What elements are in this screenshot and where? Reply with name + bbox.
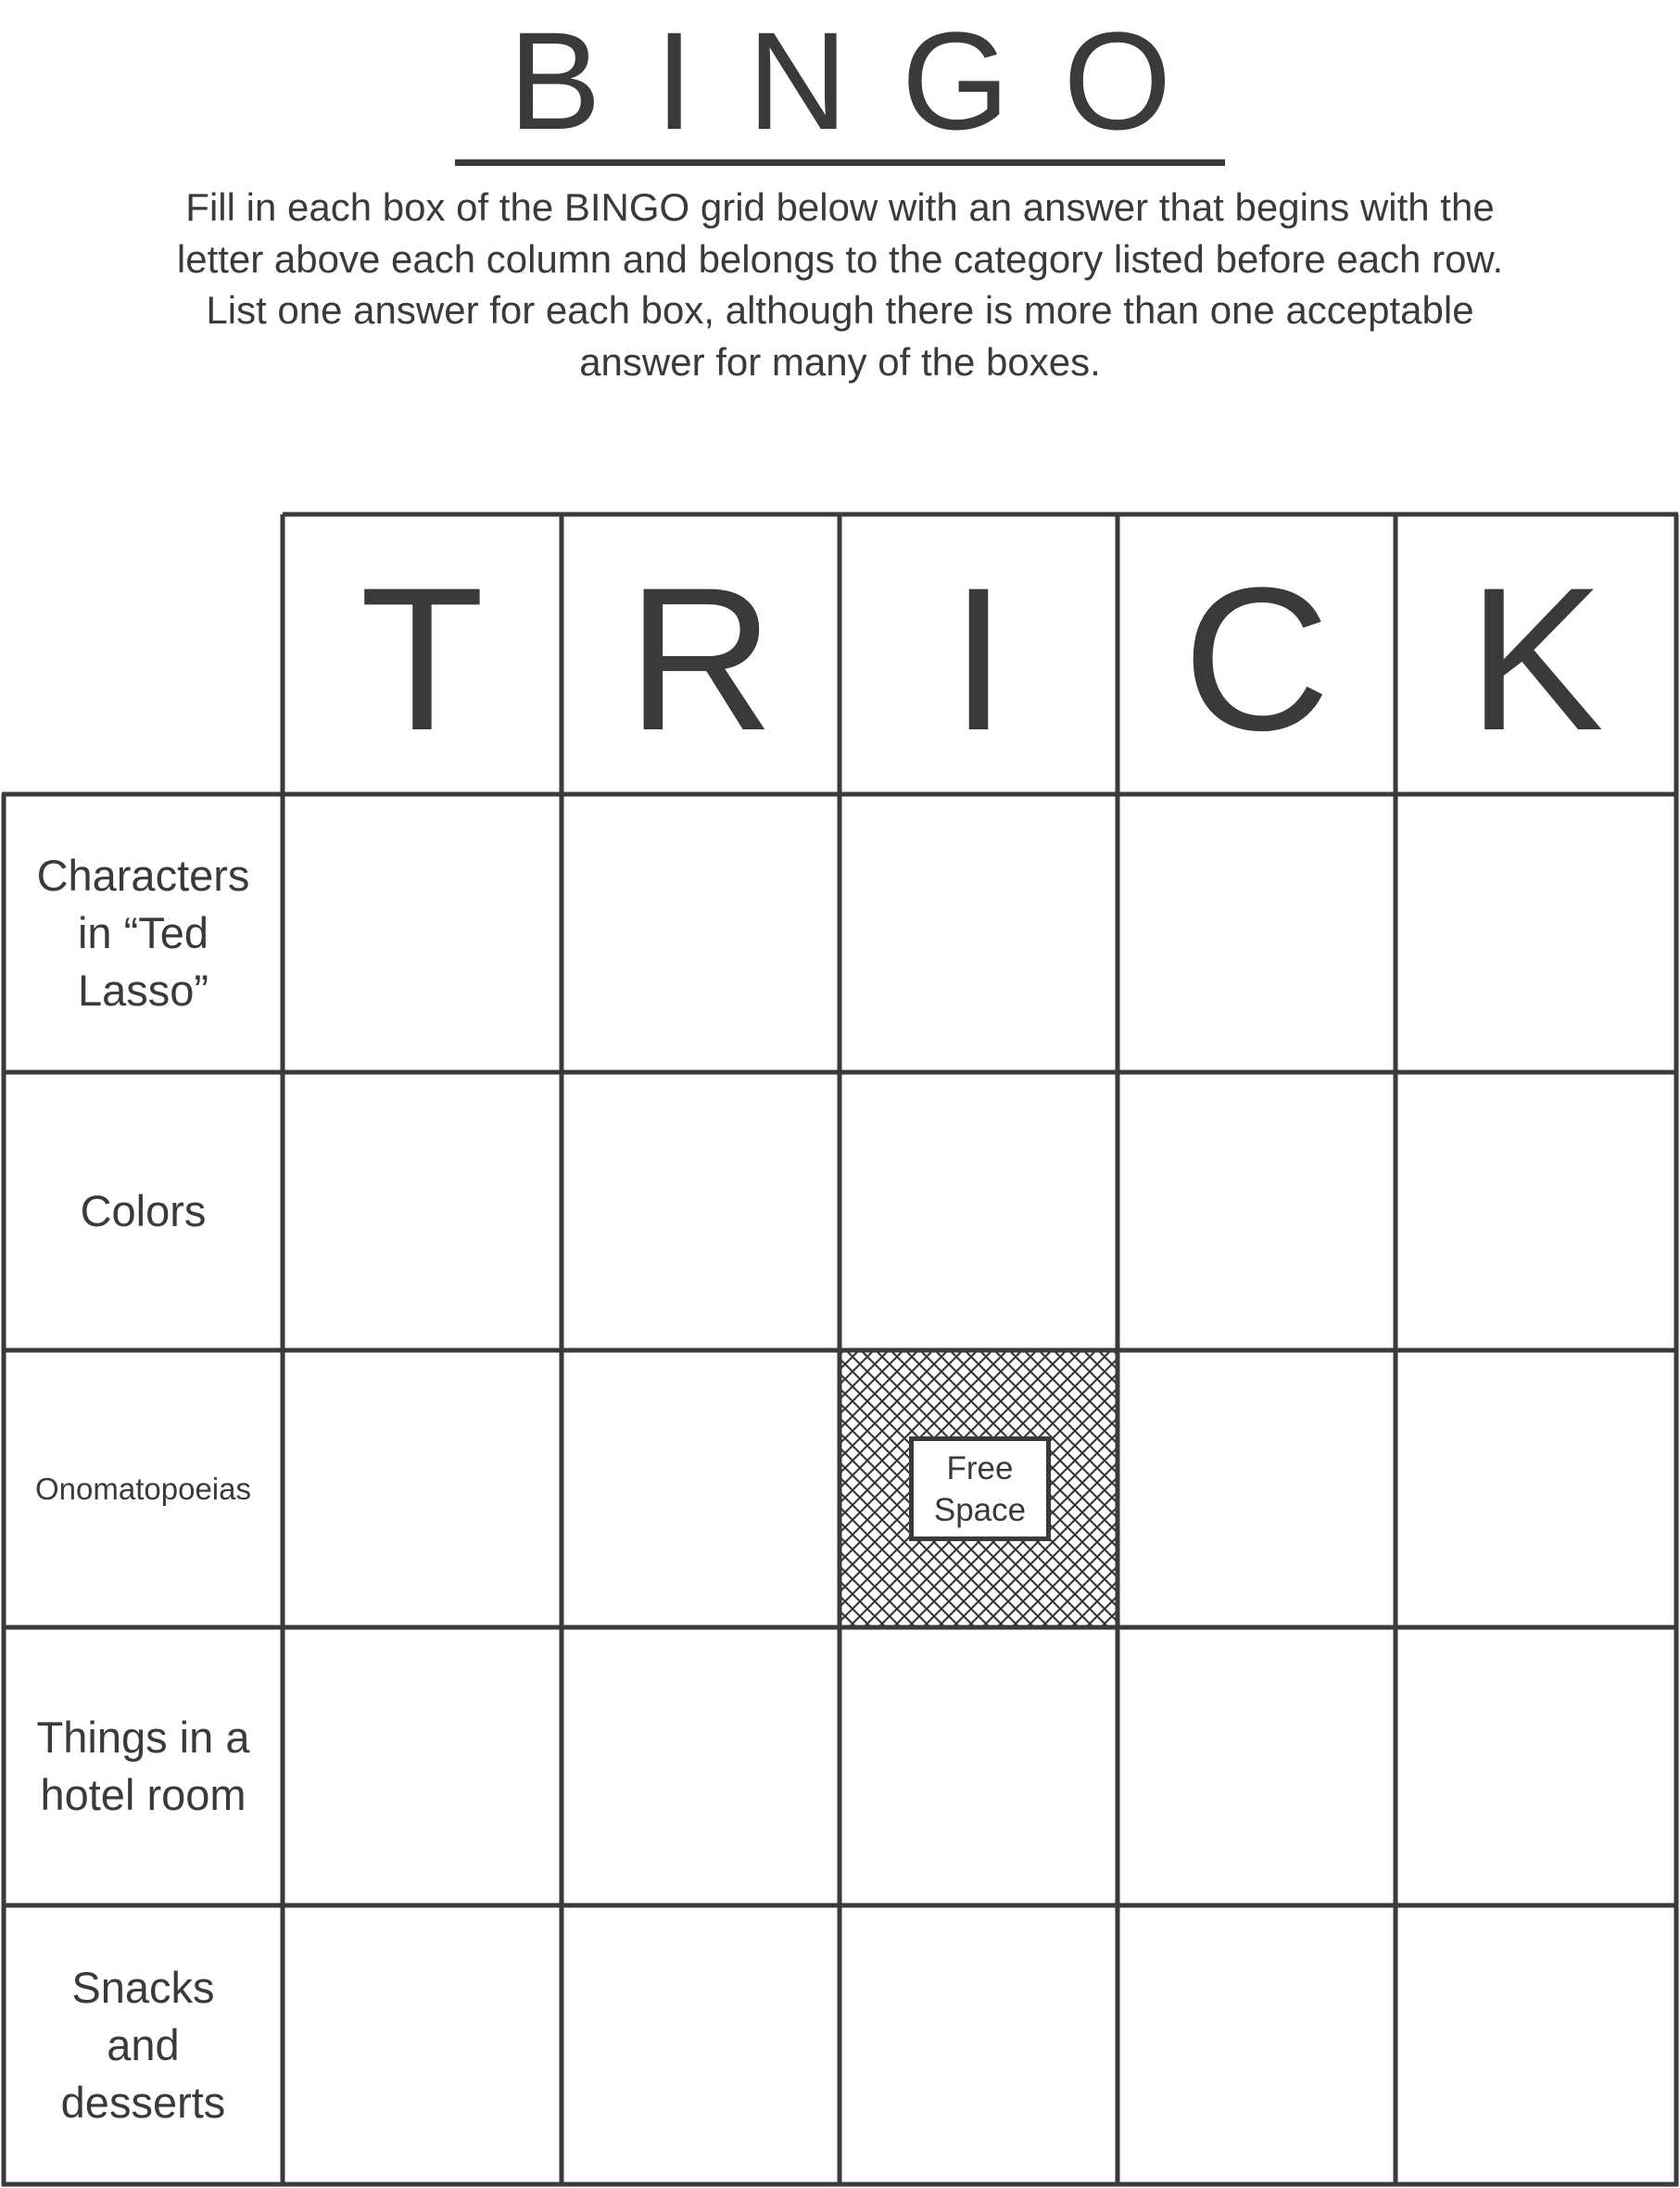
- page-title: BINGO: [455, 11, 1225, 166]
- row-label-colors: [4, 1072, 283, 1350]
- row-label-ted-lasso: [4, 794, 283, 1072]
- row-label-text: Things in a hotel room: [36, 1713, 250, 1819]
- free-space-box: [909, 1436, 1051, 1541]
- column-header-t: T: [360, 545, 485, 773]
- row-label-onomatopoeias: [4, 1350, 283, 1627]
- row-label-text: Colors: [80, 1186, 207, 1235]
- column-header-c: C: [1182, 545, 1331, 773]
- row-label-text: Characters in “Ted Lasso”: [36, 851, 250, 1015]
- row-label-text: Snacks and desserts: [60, 1962, 226, 2127]
- row-label-hotel-room: [4, 1627, 283, 1905]
- column-header-r: R: [626, 545, 775, 773]
- free-space-line1: Free: [946, 1449, 1014, 1486]
- row-label-snacks: [4, 1905, 283, 2184]
- free-space-line2: Space: [933, 1491, 1027, 1528]
- instructions-text: Fill in each box of the BINGO grid below with an answer that begins with the letter above each column and belongs to the category listed before each row. List one answer for each box, although there is more than one acceptable answer for many of the boxes.: [176, 185, 1504, 384]
- column-header-k: K: [1468, 545, 1604, 773]
- column-header-i: I: [950, 545, 1007, 773]
- row-label-text: Onomatopoeias: [35, 1471, 251, 1506]
